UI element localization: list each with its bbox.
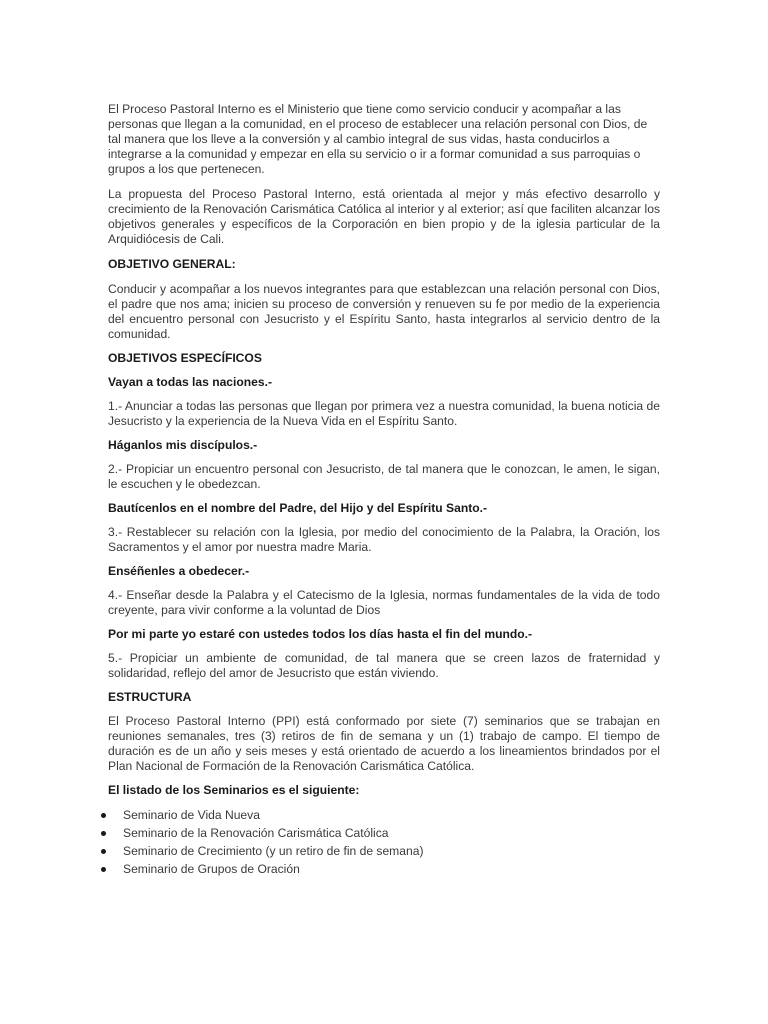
objective-title-1: Vayan a todas las naciones.- [108,375,273,389]
bullet-icon [101,831,106,836]
objective-text-1: 1.- Anunciar a todas las personas que llegan por primera vez a nuestra comunidad, la buena noticia de Jesucristo y la experiencia de la Nueva Vida en el Espíritu Santo. [108,399,660,428]
objective-title-2: Háganlos mis discípulos.- [108,438,258,452]
general-objective-text: Conducir y acompañar a los nuevos integrantes para que establezcan una relación personal con Dios, el padre que nos ama; inicien su proceso de conversión y renueven su fe por medio de la experiencia del encuentro personal con Jesucristo y el Espíritu Santo, hasta integrarlos al servicio dentro de la comunidad. [108,282,660,341]
document-page [108,102,660,880]
seminar-list-heading: El listado de los Seminarios es el siguiente: [108,783,360,797]
specific-objectives-heading: OBJETIVOS ESPECÍFICOS [108,351,262,365]
list-item [108,808,660,823]
seminar-label: Seminario de la Renovación Carismática Católica [123,826,389,840]
structure-text: El Proceso Pastoral Interno (PPI) está conformado por siete (7) seminarios que se trabajan en reuniones semanales, tres (3) retiros de fin de semana y un (1) trabajo de campo. El tiempo de duración es de un año y seis meses y está orientado de acuerdo a los lineamientos brindados por el Plan Nacional de Formación de la Renovación Carismática Católica. [108,714,660,773]
list-item [108,844,660,859]
seminar-label: Seminario de Grupos de Oración [123,862,300,876]
intro-paragraph-2: La propuesta del Proceso Pastoral Interno, está orientada al mejor y más efectivo desarrollo y crecimiento de la Renovación Carismática Católica al interior y al exterior; así que faciliten alcanzar los objetivos generales y específicos de la Corporación en bien propio y de la iglesia particular de la Arquidiócesis de Cali. [108,187,660,246]
objective-text-3: 3.- Restablecer su relación con la Iglesia, por medio del conocimiento de la Palabra, la Oración, los Sacramentos y el amor por nuestra madre Maria. [108,525,660,554]
structure-heading: ESTRUCTURA [108,690,192,704]
objective-text-4: 4.- Enseñar desde la Palabra y el Catecismo de la Iglesia, normas fundamentales de la vida de todo creyente, para vivir conforme a la voluntad de Dios [108,588,660,617]
bullet-icon [101,849,106,854]
bullet-icon [101,813,106,818]
seminar-label: Seminario de Crecimiento (y un retiro de fin de semana) [123,844,424,858]
objective-title-3: Bautícenlos en el nombre del Padre, del Hijo y del Espíritu Santo.- [108,501,488,515]
seminar-list [108,808,660,877]
objective-text-5: 5.- Propiciar un ambiente de comunidad, de tal manera que se creen lazos de fraternidad y solidaridad, reflejo del amor de Jesucristo que están viviendo. [108,651,660,680]
objective-title-5: Por mi parte yo estaré con ustedes todos los días hasta el fin del mundo.- [108,627,533,641]
list-item [108,862,660,877]
intro-paragraph-1: El Proceso Pastoral Interno es el Ministerio que tiene como servicio conducir y acompañar a las personas que llegan a la comunidad, en el proceso de establecer una relación personal con Dios, de tal manera que los lleve a la conversión y al cambio integral de sus vidas, hasta conducirlos a integrarse a la comunidad y empezar en ella su servicio o ir a formar comunidad a sus parroquias o grupos a los que pertenecen. [108,102,648,176]
general-objective-heading: OBJETIVO GENERAL: [108,257,236,271]
objective-title-4: Enséñenles a obedecer.- [108,564,250,578]
seminar-label: Seminario de Vida Nueva [123,808,260,822]
bullet-icon [101,867,106,872]
list-item [108,826,660,841]
objective-text-2: 2.- Propiciar un encuentro personal con Jesucristo, de tal manera que le conozcan, le amen, le sigan, le escuchen y le obedezcan. [108,462,660,491]
